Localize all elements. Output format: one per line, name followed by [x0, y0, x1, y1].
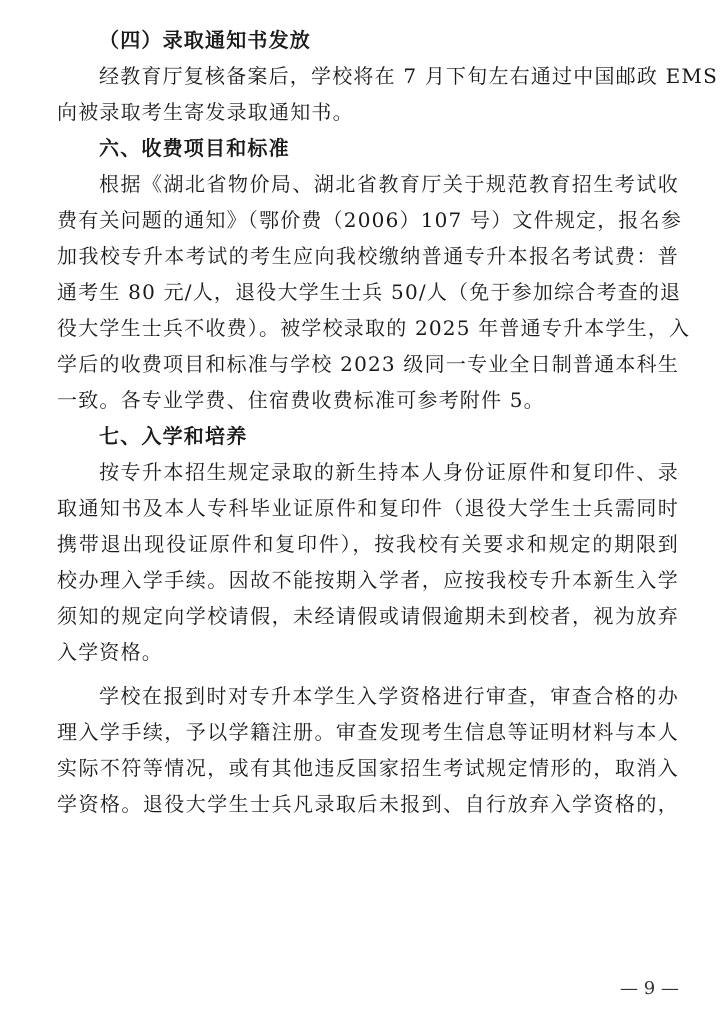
text-line: 役大学生士兵不收费）。被学校录取的 2025 年普通专升本学生，入 — [57, 316, 691, 340]
section-heading-fees: 六、收费项目和标准 — [99, 136, 290, 160]
text-line: 经教育厅复核备案后，学校将在 7 月下旬左右通过中国邮政 EMS — [99, 64, 718, 88]
paragraph — [57, 678, 679, 822]
text-line: 一致。各专业学费、住宿费收费标准可参考附件 5。 — [57, 388, 545, 412]
text-line: 学资格。退役大学生士兵凡录取后未报到、自行放弃入学资格的， — [57, 792, 679, 816]
page-number: — 9 — — [620, 978, 679, 999]
document-page — [57, 22, 718, 822]
section-heading-acceptance-notice: （四）录取通知书发放 — [99, 28, 311, 52]
text-line: 实际不符等情况，或有其他违反国家招生考试规定情形的，取消入 — [57, 756, 679, 780]
text-line: 按专升本招生规定录取的新生持本人身份证原件和复印件、录 — [99, 460, 679, 484]
text-line: 学校在报到时对专升本学生入学资格进行审查，审查合格的办 — [99, 684, 679, 708]
text-line: 理入学手续，予以学籍注册。审查发现考生信息等证明材料与本人 — [57, 720, 679, 744]
paragraph — [57, 166, 691, 418]
text-line: 入学资格。 — [57, 640, 163, 664]
text-line: 通考生 80 元/人，退役大学生士兵 50/人（免于参加综合考查的退 — [57, 280, 682, 304]
text-line: 校办理入学手续。因故不能按期入学者，应按我校专升本新生入学 — [57, 568, 679, 592]
text-line: 取通知书及本人专科毕业证原件和复印件（退役大学生士兵需同时 — [57, 496, 679, 520]
text-line: 费有关问题的通知》（鄂价费（2006）107 号）文件规定，报名参 — [57, 208, 683, 232]
text-line: 向被录取考生寄发录取通知书。 — [57, 100, 354, 124]
text-line: 根据《湖北省物价局、湖北省教育厅关于规范教育招生考试收 — [99, 172, 679, 196]
text-line: 携带退出现役证原件和复印件），按我校有关要求和规定的期限到 — [57, 532, 679, 556]
text-line: 须知的规定向学校请假，未经请假或请假逾期未到校者，视为放弃 — [57, 604, 679, 628]
text-line: 加我校专升本考试的考生应向我校缴纳普通专升本报名考试费：普 — [57, 244, 679, 268]
paragraph — [57, 58, 718, 130]
text-line: 学后的收费项目和标准与学校 2023 级同一专业全日制普通本科生 — [57, 352, 680, 376]
paragraph — [57, 454, 679, 670]
section-heading-enrollment: 七、入学和培养 — [99, 424, 248, 448]
